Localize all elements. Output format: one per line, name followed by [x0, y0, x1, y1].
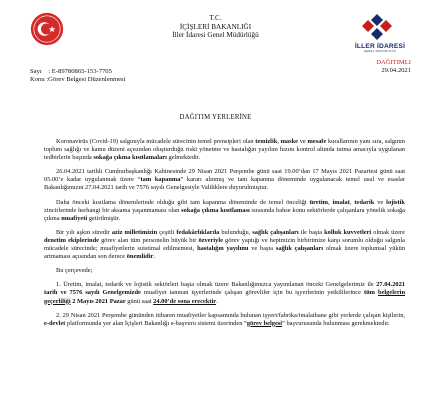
text-run: temizlik — [255, 138, 278, 145]
header-directorate: İller İdaresi Genel Müdürlüğü — [172, 31, 259, 40]
text-run: sokağa çıkma kısıtlaması — [181, 206, 250, 214]
text-run: e-devlet — [44, 319, 66, 327]
text-run: Daha önceki kısıtlama dönemlerinde olduğu gibi tam kapanma döneminde de temel önceliği — [56, 198, 310, 206]
text-run: Bu çerçevede; — [56, 267, 93, 275]
text-run: görev yaptığı ve hepimizin birbirimize karşı sorumlu olduğu salgınla mücadele sürecinde; muafiyetlerin suistimal edilmemesi, — [44, 236, 406, 253]
text-run: muafiyet tanınan işyerlerinde çalışan görevliler için bu işyerlerinin yetkililerince — [140, 289, 364, 297]
text-run: 26.04.2021 tarihli Cumhurbaşkanlığı Kabinesinde 29 Nisan 2021 Perşembe günü saat 19.00’dan 17 Mayıs 2021 Pazartesi günü saat 05.00’e kadar uygulanmak üzere “ — [44, 168, 405, 184]
text-run: , — [327, 198, 333, 206]
text-run: kurallarının yanı sıra, salgının toplum sağlığı ve kamu düzeni açısından oluşturduğu riski yönetme ve hastalığın yayılım hızını kontrol altında tutma amacıyla uygulanan tedbirlerin başında — [44, 138, 405, 162]
distribution-block — [376, 59, 411, 75]
text-run: 1. Üretim, imalat, tedarik ve lojistik sektörleri başta olmak üzere Bakanlığımızca yayımlanan önceki Genelgelerimiz ile — [56, 281, 377, 289]
document-title: DAĞITIM YERLERİNE — [179, 114, 252, 121]
text-run: belgelerin geçerliliği — [44, 289, 405, 305]
text-run: aziz milletimizin — [111, 228, 158, 236]
text-run: kolluk kuvvetleri — [324, 228, 372, 236]
text-run: . — [153, 253, 155, 261]
paragraph-4 — [44, 229, 405, 261]
text-run: tedarik — [354, 198, 375, 206]
text-run: gelmektedir. — [166, 154, 201, 162]
text-run: görev alan tüm personelin büyük bir — [99, 236, 199, 244]
document-date: 29.04.2021 — [381, 67, 411, 74]
text-run: hastalığın yayılımı — [197, 245, 249, 253]
konu-value: :Görev Belgesi Düzenlenmesi — [46, 76, 126, 84]
text-run: önemlidir — [126, 253, 154, 261]
text-run: tüm — [363, 289, 375, 297]
document-body — [44, 138, 405, 334]
text-run: denetim ekiplerinde — [44, 236, 99, 244]
text-run: zincirlerinde herhangi bir aksama yaşanmaması olan — [44, 206, 182, 214]
text-run: 24.00’de sona erecektir — [153, 297, 217, 305]
text-run: üretim — [309, 198, 328, 206]
paragraph-1 — [44, 138, 405, 162]
text-run: ve başta — [248, 245, 276, 253]
sayi-value: : E-89780865-153-7705 — [48, 68, 112, 75]
text-run: muafiyeti — [61, 214, 88, 222]
text-run: , — [277, 138, 281, 145]
konu-label: Konu — [30, 76, 45, 84]
paragraph-item-2 — [44, 312, 405, 328]
text-run: ve — [298, 138, 308, 145]
paragraph-item-1 — [44, 281, 405, 305]
text-run: olmak üzere toplumsal yükün artmaması açısından son derece — [44, 245, 406, 261]
text-run: imalat — [332, 198, 350, 206]
text-run: bulunduğu, — [219, 228, 253, 236]
text-run: görev belgesi — [246, 319, 283, 327]
paragraph-3 — [44, 199, 405, 223]
text-run: Bir yılı aşkın süredir — [56, 228, 112, 236]
text-run: özveriyle — [198, 236, 223, 244]
org-logo-name: İLLER İDARESİ — [354, 43, 406, 50]
text-run: 2. 29 Nisan 2021 Perşembe gününden itibaren muafiyetler kapsamında bulunan işyeri/fabrika/imalathane gibi yerlerde çalışan kişilerin, — [56, 311, 405, 319]
header-tc: T.C. — [209, 14, 222, 22]
org-logo-subtitle: GENEL MÜDÜRLÜĞÜ — [363, 50, 397, 53]
text-run: , — [349, 198, 355, 206]
text-run: mesafe — [307, 138, 327, 145]
paragraph-2 — [44, 168, 405, 192]
text-run: 27.04.2021 tarih ve 7576 sayılı Genelgemizde — [44, 281, 405, 297]
text-run: sokağa çıkma kısıtlamaları — [93, 154, 167, 162]
text-run: Koronavirüs (Covid-19) salgınıyla mücadele sürecinin temel prensipleri olan — [56, 138, 256, 145]
text-run: getirilmiştir. — [87, 214, 121, 222]
text-run: fedakârlıklarda — [176, 228, 220, 236]
text-run: tam kapanma — [140, 176, 181, 184]
text-run: çeşitli — [157, 228, 177, 236]
text-run: maske — [280, 138, 299, 145]
iller-idaresi-logo — [354, 12, 400, 42]
text-run: lojistik — [386, 198, 405, 206]
text-run: platformunda yer alan İçişleri Bakanlığı e-başvuru sistemi üzerinden “ — [65, 319, 247, 327]
text-run: ” başvurusunda bulunması gerekmektedir. — [282, 319, 390, 327]
text-run: ve — [374, 198, 387, 206]
document-meta — [30, 68, 125, 85]
distribution-label: DAĞITIMLI — [376, 59, 411, 66]
text-run: sağlık çalışanları — [252, 228, 299, 236]
text-run: olmak üzere — [371, 228, 405, 236]
text-run: ” kararı alınmış ve tam kapanma döneminde uygulanacak temel usul ve esaslar Bakanlığımızın 27.04.2021 tarih ve 7576 sayılı Genelgesiyle Valiliklere duyurulmuştur. — [44, 176, 406, 192]
text-run: 2 Mayıs 2021 Pazar — [72, 297, 126, 305]
text-run: sağlık çalışanları — [275, 245, 324, 253]
text-run: günü saat — [125, 297, 154, 305]
text-run: ile başta — [298, 228, 325, 236]
sayi-label: Sayı — [30, 68, 42, 75]
text-run: sırasında bahse konu sektörlerde çalışanlara yönelik sokağa çıkma — [44, 206, 405, 222]
paragraph-5 — [44, 267, 405, 275]
header-ministry: İÇİŞLERİ BAKANLIĞI — [179, 22, 252, 31]
text-run: . — [216, 297, 218, 305]
